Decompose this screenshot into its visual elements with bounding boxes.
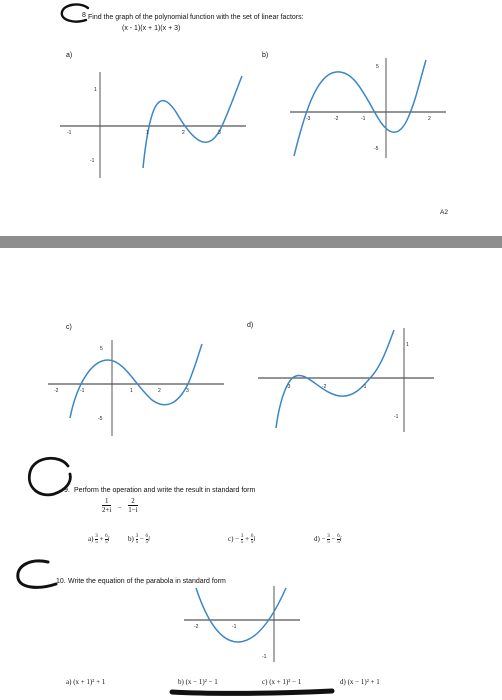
- option-c-label: c): [66, 324, 72, 331]
- q9-expression: [102, 497, 138, 515]
- tick-x3: 3: [186, 388, 189, 394]
- q8-number: 8: [82, 12, 86, 19]
- tick-yn1: -1: [262, 654, 267, 660]
- tick-xn2: -2: [322, 384, 327, 390]
- parabola-curve: [196, 588, 286, 642]
- handwritten-underline: [168, 684, 338, 698]
- tick-yn1: -1: [90, 158, 95, 164]
- denominator: 2+i: [102, 506, 112, 515]
- option-b-label: b): [262, 52, 269, 59]
- graph-parabola: [182, 584, 302, 664]
- tick-xn1: -1: [362, 384, 367, 390]
- choice-label: b): [128, 535, 134, 544]
- tick-x3: 3: [218, 130, 221, 136]
- curve-a: [143, 76, 242, 168]
- tick-x2: 2: [158, 388, 161, 394]
- handwritten-mark-q10: [10, 556, 70, 596]
- q9-choice-b[interactable]: b) 3 5 − 6 5i: [128, 534, 150, 545]
- curve-c: [70, 344, 202, 418]
- q9-choice-c[interactable]: c) − 3 5 + 6 5i: [228, 534, 256, 545]
- numerator: 1: [102, 497, 111, 506]
- numerator: 2: [128, 497, 137, 506]
- graph-a: [58, 70, 248, 180]
- q10-choice-b[interactable]: b) (x − 1)² − 1: [178, 678, 218, 686]
- denominator: 1−i: [128, 506, 138, 515]
- tick-xn1: -1: [361, 116, 366, 122]
- tick-x2: 2: [428, 116, 431, 122]
- page-separator: [0, 236, 502, 248]
- tick-yn5: -5: [98, 416, 103, 422]
- q10-number: 10.: [56, 578, 66, 585]
- q8-factors: (x - 1)(x + 1)(x + 3): [122, 25, 181, 32]
- q8-prompt: Find the graph of the polynomial function with the set of linear factors:: [88, 14, 304, 21]
- choice-label: d): [314, 535, 320, 544]
- fraction-1: [102, 497, 111, 514]
- option-a-label: a): [66, 52, 73, 59]
- page-tag: A2: [440, 209, 448, 216]
- tick-yn5: -5: [374, 146, 379, 152]
- tick-y1: 1: [94, 87, 97, 93]
- tick-y1: 1: [406, 342, 409, 348]
- tick-xn2: -2: [194, 624, 199, 630]
- q9-choice-a[interactable]: a) 3 5 + 6 5i: [88, 534, 110, 545]
- tick-x1: 1: [146, 130, 149, 136]
- tick-xn2: -2: [334, 116, 339, 122]
- choice-label: c): [228, 535, 234, 544]
- curve-b: [294, 60, 426, 156]
- tick-x2: 2: [182, 130, 185, 136]
- tick-yn1: -1: [394, 414, 399, 420]
- q9-choice-d[interactable]: d) − 3 5 − 6 5i: [314, 534, 342, 545]
- handwritten-circle-q9: [24, 452, 82, 502]
- curve-d: [276, 330, 394, 428]
- tick-xn2: -2: [54, 388, 59, 394]
- tick-xn1: -1: [232, 624, 237, 630]
- q10-choice-d[interactable]: d) (x − 1)² + 1: [340, 678, 380, 686]
- tick-y5: 5: [376, 64, 379, 70]
- option-d-label: d): [247, 322, 254, 329]
- q10-prompt: Write the equation of the parabola in standard form: [68, 578, 226, 585]
- q9-prompt: Perform the operation and write the result in standard form: [74, 487, 256, 494]
- tick-xn3: -3: [286, 384, 291, 390]
- tick-y5: 5: [100, 346, 103, 352]
- tick-x1: 1: [130, 388, 133, 394]
- q10-choice-a[interactable]: a) (x + 1)² + 1: [66, 678, 106, 686]
- q10-choice-c[interactable]: c) (x + 1)² − 1: [262, 678, 302, 686]
- q9-number: 9.: [64, 487, 70, 494]
- tick-xn3: -3: [306, 116, 311, 122]
- graph-b: [288, 56, 448, 160]
- graph-c: [46, 338, 226, 438]
- fraction-2: [128, 497, 137, 514]
- tick-xn1: -1: [80, 388, 85, 394]
- choice-label: a): [88, 535, 94, 544]
- graph-d: [256, 326, 436, 434]
- minus-sign: −: [117, 504, 122, 512]
- tick-xn1: -1: [67, 130, 72, 136]
